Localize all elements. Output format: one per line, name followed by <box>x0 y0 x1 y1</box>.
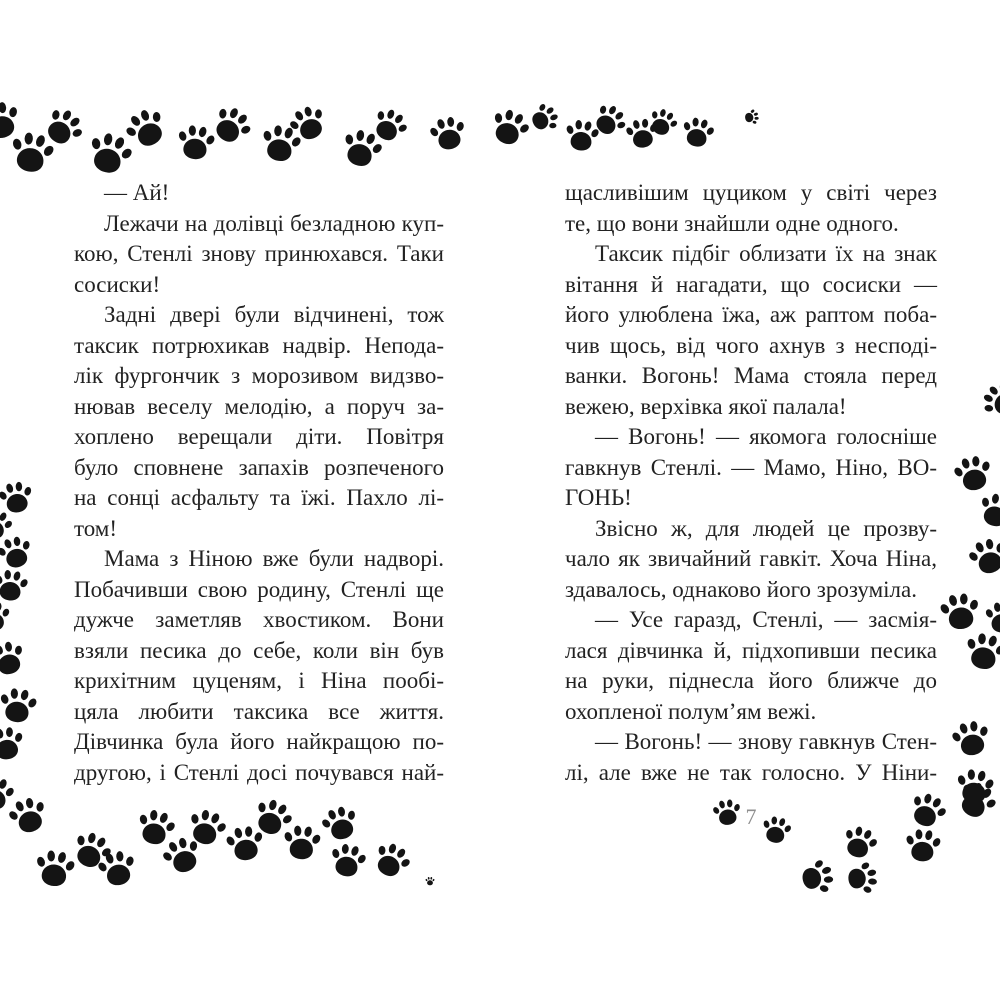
paw-print-icon <box>960 626 1000 676</box>
paw-print-icon <box>837 819 883 865</box>
right-page-text <box>565 178 937 788</box>
text-line: вітання й нагадати, що сосиски — <box>565 271 937 297</box>
paw-print-icon <box>678 112 718 152</box>
paw-print-icon <box>963 531 1000 581</box>
text-line: Дівчинка була його найкращою по- <box>74 729 444 754</box>
text-line: те, що вони знайшли одне одного. <box>565 210 899 236</box>
text-line: Побачивши свою родину, Стенлі ще <box>74 576 444 602</box>
text-line: кою, Стенлі знову принюхався. Таки <box>74 241 444 266</box>
text-line: — Усе гаразд, Стенлі, — засмія- <box>595 607 937 632</box>
text-line: лася дівчинка й, підхопивши песика <box>565 637 937 663</box>
paw-print-icon <box>974 375 1000 425</box>
text-line: хоплено верещали діти. Повітря <box>74 424 444 449</box>
text-line: Таксик підбіг облизати їх на знак <box>595 241 937 266</box>
paw-print-icon <box>366 834 417 885</box>
text-line: крихітним цуценям, і Ніна пообі- <box>74 668 444 693</box>
paw-print-icon <box>947 714 994 761</box>
text-line: лік фургончик з морозивом видзво- <box>74 363 444 388</box>
text-line: чало як звичайний гавкіт. Хоча Ніна, <box>565 546 937 571</box>
text-line: було сповнене запахів розпеченого <box>74 454 444 480</box>
paw-print-icon <box>845 860 882 897</box>
left-page-text <box>74 178 444 788</box>
paw-print-icon <box>797 856 840 899</box>
paw-print-icon <box>973 486 1000 534</box>
text-line: цяла любити таксика все життя. <box>74 698 444 724</box>
paw-print-icon <box>525 98 566 139</box>
text-line: дужче заметляв хвостиком. Вони <box>74 607 444 632</box>
paw-print-icon <box>952 763 997 808</box>
text-line: — Вогонь! — якомога голосніше <box>595 424 937 449</box>
paw-print-icon <box>0 599 11 633</box>
text-line: Звісно ж, для людей це прозву- <box>595 515 937 541</box>
text-line: лі, але вже не так голосно. У Ніни- <box>565 759 937 785</box>
paw-print-icon <box>0 634 31 682</box>
paw-print-icon <box>425 876 435 886</box>
text-line: охопленої полум’ям вежі. <box>565 698 817 724</box>
paw-print-icon <box>0 722 27 765</box>
paw-print-icon <box>710 795 744 829</box>
text-line: нював веселу мелодію, а поруч за- <box>74 393 444 419</box>
text-line: ванки. Вогонь! Мама стояла перед <box>565 363 937 388</box>
paw-print-icon <box>743 108 762 127</box>
paw-print-icon <box>93 844 140 891</box>
text-line: на сонці асфальту та їжі. Пахло лі- <box>74 485 444 510</box>
text-line: — Вогонь! — знову гавкнув Стен- <box>595 729 937 754</box>
paw-print-icon <box>425 110 470 155</box>
text-line: — Ай! <box>104 180 170 205</box>
text-line: другою, і Стенлі досі почувався най- <box>74 759 444 785</box>
text-line: чив щось, від чого ахнув з несподі- <box>565 332 937 358</box>
text-line: його улюблена їжа, аж раптом поба- <box>565 302 937 327</box>
text-line: взяли песика до себе, коли він був <box>74 637 444 663</box>
text-line: щасливішим цуциком у світі через <box>565 180 937 205</box>
paw-print-icon <box>325 837 370 882</box>
text-line: сосиски! <box>74 271 161 297</box>
page-number: 7 <box>745 804 757 829</box>
text-line: том! <box>74 515 118 541</box>
text-line: здавалось, однаково його зрозуміла. <box>565 576 917 602</box>
text-line: ГОНЬ! <box>565 485 632 510</box>
text-line: вежею, верхівка якої палала! <box>565 393 847 419</box>
paw-print-icon <box>484 101 536 153</box>
text-line: гавкнув Стенлі. — Мамо, Ніно, ВО- <box>565 454 937 480</box>
text-line: Задні двері були відчинені, тож <box>104 302 444 327</box>
paw-print-icon <box>758 811 795 848</box>
text-line: на руки, піднесла його ближче до <box>565 668 937 693</box>
text-line: Лежачи на долівці безладною куп- <box>104 210 444 236</box>
paw-print-icon <box>280 820 323 863</box>
text-line: таксик потрюхикав надвір. Непода- <box>74 332 444 358</box>
text-line: Мама з Ніною вже були надворі. <box>104 546 444 571</box>
